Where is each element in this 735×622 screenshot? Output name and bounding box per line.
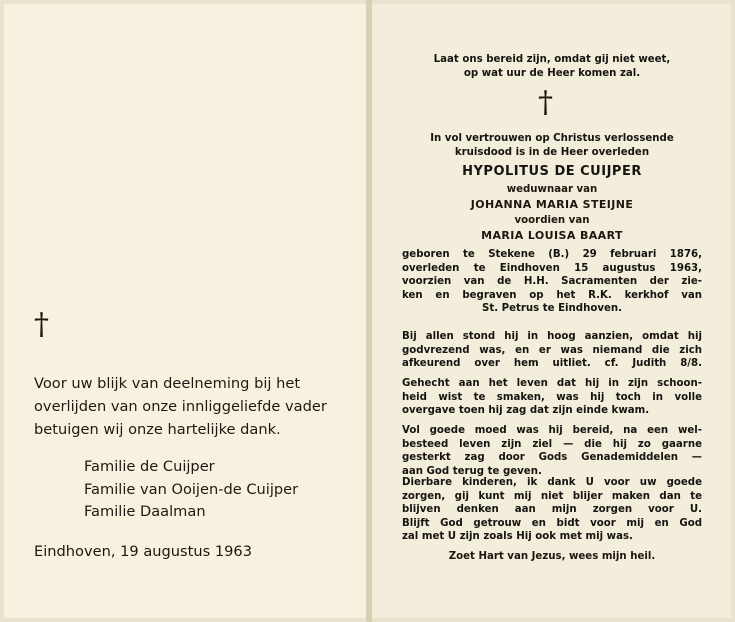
- left-panel: [4, 4, 366, 618]
- family-name: Familie Daalman: [84, 503, 206, 520]
- paragraph-line: aan God terug te geven.: [402, 465, 542, 477]
- family-name: Familie de Cuijper: [84, 458, 215, 475]
- family-list: [84, 456, 298, 524]
- paragraph-line: afkeurend over hem uitliet. cf. Judith 8/8.: [402, 358, 702, 370]
- paragraph-line: gesterkt zag door Gods Genademiddelen —: [402, 452, 702, 464]
- intro-line: kruisdood is in de Heer overleden: [454, 146, 650, 158]
- paragraph-line: overgave toen hij zag dat zijn einde kwam.: [402, 405, 650, 417]
- cross-icon: †: [34, 307, 49, 342]
- cross-icon: †: [538, 85, 553, 120]
- place-date: Eindhoven, 19 augustus 1963: [34, 543, 252, 560]
- paragraph-line: zorgen, gij kunt mij niet blijer maken dan te: [402, 490, 702, 502]
- paragraph-line: Gehecht aan het leven dat hij in zijn schoon-: [402, 378, 702, 389]
- bio-line: overleden te Eindhoven 15 augustus 1963,: [402, 262, 702, 274]
- spouse-name: JOHANNA MARIA STEIJNE: [470, 198, 634, 211]
- bio-line: St. Petrus te Eindhoven.: [481, 303, 622, 315]
- intro-text: [402, 132, 702, 159]
- bio-line: voorzien van de H.H. Sacramenten der zie-: [402, 276, 702, 288]
- paragraph-line: Bij allen stond hij in hoog aanzien, omdat hij: [402, 331, 702, 342]
- family-name: Familie van Ooijen-de Cuijper: [84, 480, 299, 498]
- closing-prayer: Zoet Hart van Jezus, wees mijn heil.: [448, 551, 656, 562]
- paragraph: [402, 424, 702, 478]
- paragraph-line: Blijft God getrouw en bidt voor mij en God: [402, 517, 702, 529]
- paragraph: [402, 330, 702, 371]
- previously-label: voordien van: [514, 215, 590, 226]
- paragraph: [402, 377, 702, 418]
- thanks-line: betuigen wij onze hartelijke dank.: [34, 421, 281, 438]
- verse-line: op wat uur de Heer komen zal.: [463, 67, 641, 79]
- paragraph-line: heid wist te smaken, was hij toch in volle: [402, 391, 702, 403]
- paragraph: [402, 476, 702, 544]
- bio-line: geboren te Stekene (B.) 29 februari 1876,: [402, 249, 702, 260]
- bio-line: ken en begraven op het R.K. kerkhof van: [402, 289, 702, 301]
- paragraph-line: Dierbare kinderen, ik dank U voor uw goede: [402, 477, 702, 488]
- thanks-message: [34, 372, 354, 441]
- bible-verse: [402, 53, 702, 80]
- verse-line: Laat ons bereid zijn, omdat gij niet weet,: [433, 54, 671, 65]
- thanks-line: overlijden van onze innliggeliefde vader: [34, 398, 327, 415]
- intro-line: In vol vertrouwen op Christus verlossende: [430, 133, 674, 144]
- paragraph-line: blijven denken aan mijn zorgen voor U.: [402, 504, 702, 516]
- widower-label: weduwnaar van: [506, 184, 598, 195]
- paragraph-line: godvrezend was, en er was niemand die zich: [402, 344, 702, 356]
- paragraph-line: besteed leven zijn ziel — die hij zo gaarne: [402, 438, 702, 450]
- paragraph-line: zal met U zijn zoals Hij ook met mij was.: [402, 531, 633, 543]
- biography: [402, 248, 702, 316]
- deceased-name: HYPOLITUS DE CUIJPER: [462, 164, 642, 179]
- spouse-name: MARIA LOUISA BAART: [481, 229, 623, 242]
- paragraph-line: Vol goede moed was hij bereid, na een wel-: [402, 425, 702, 436]
- thanks-line: Voor uw blijk van deelneming bij het: [34, 375, 301, 392]
